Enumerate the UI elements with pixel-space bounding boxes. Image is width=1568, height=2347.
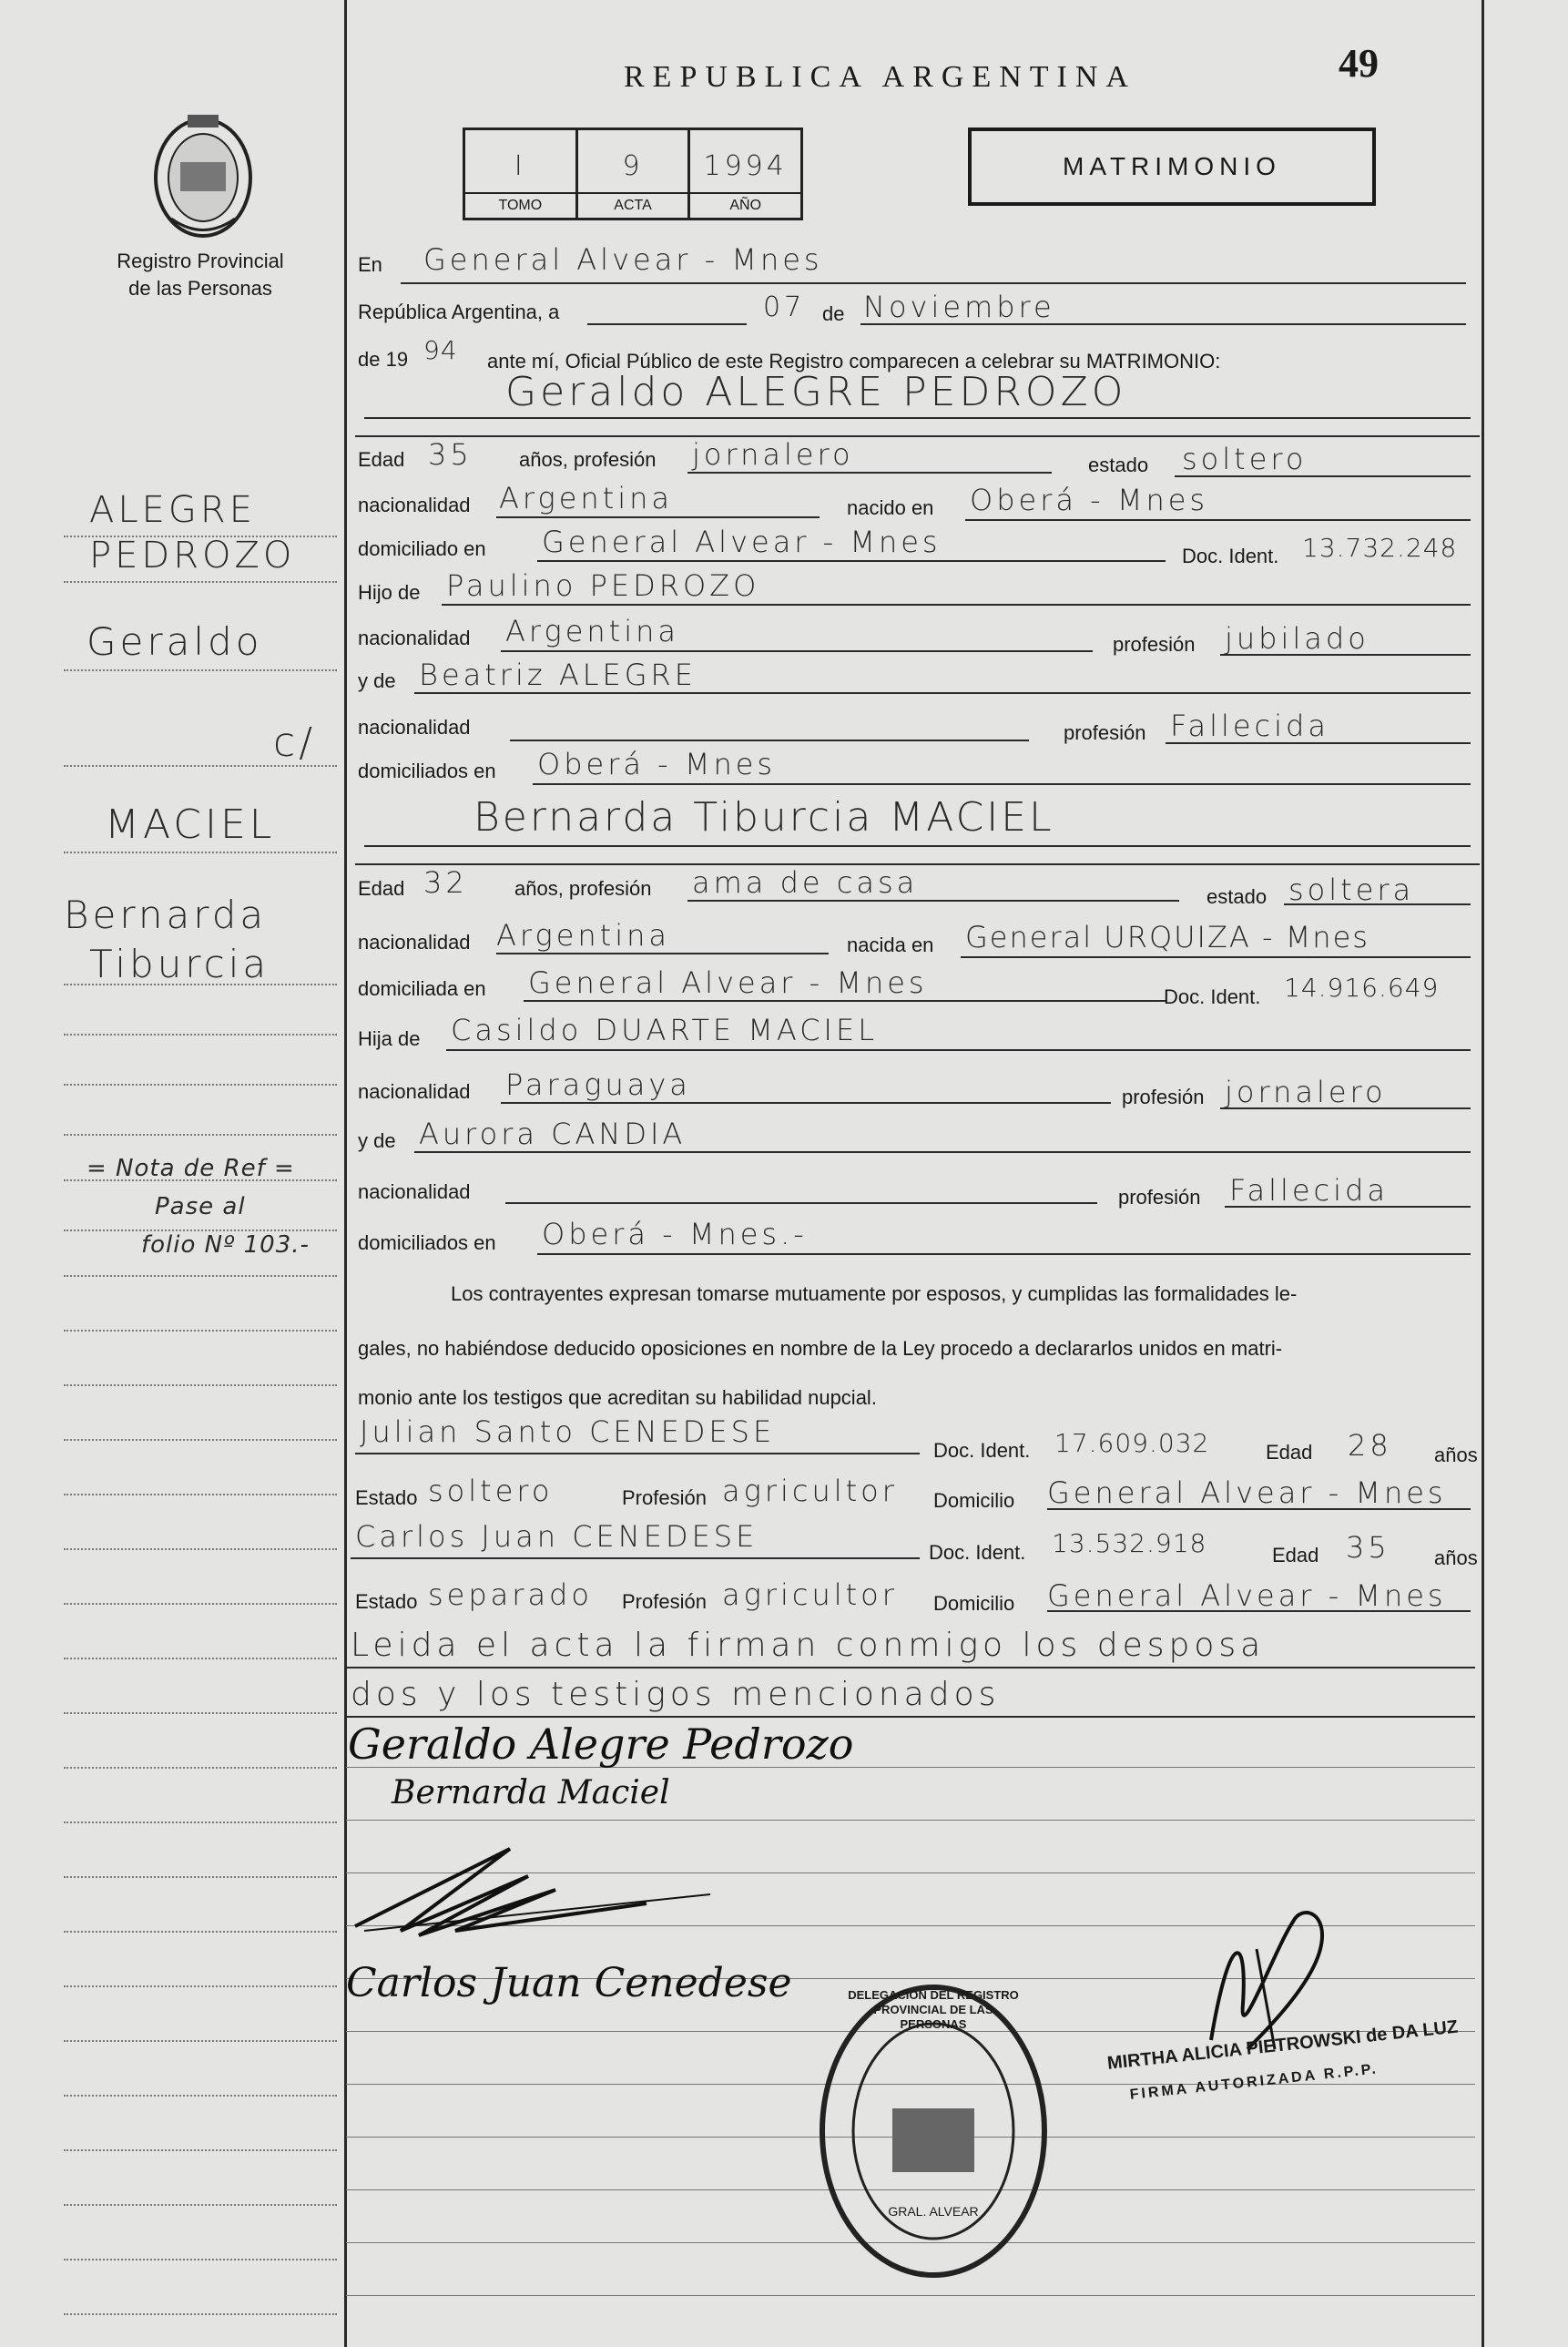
margin-note-2: Pase al <box>155 1193 246 1220</box>
witness2-estado: separado <box>428 1577 593 1612</box>
groom-profesion: jornalero <box>692 437 854 472</box>
groom-parents-dom: Oberá - Mnes <box>537 747 777 781</box>
bride-father-prof-label: profesión <box>1122 1086 1205 1108</box>
official-title: FIRMA AUTORIZADA R.P.P. <box>1129 2061 1380 2103</box>
bride-doc-label: Doc. Ident. <box>1164 985 1261 1008</box>
doc-type-box <box>968 128 1376 206</box>
bride-mother-label: y de <box>358 1129 396 1152</box>
acta-cell <box>578 130 691 218</box>
margin-given-2b: Tiburcia <box>89 942 270 986</box>
witness2-estado-label: Estado <box>355 1590 418 1613</box>
place-value: General Alvear - Mnes <box>423 242 823 277</box>
closing-line-1: Leida el acta la firman conmigo los desposa <box>351 1627 1266 1664</box>
witness2-prof-label: Profesión <box>622 1590 707 1613</box>
groom-name: Geraldo ALEGRE PEDROZO <box>505 369 1127 415</box>
ano-cell <box>690 130 800 218</box>
country-title: REPUBLICA ARGENTINA <box>624 60 1136 94</box>
witness2-dom-label: Domicilio <box>933 1592 1015 1615</box>
margin-given-2 <box>64 891 270 989</box>
bride-edad-label: Edad <box>358 877 405 900</box>
republica-label: República Argentina, a <box>358 301 560 323</box>
bride-profesion: ama de casa <box>692 865 919 900</box>
bride-father: Casildo DUARTE MACIEL <box>451 1013 879 1047</box>
bride-mother: Aurora CANDIA <box>419 1117 687 1151</box>
ano-label: AÑO <box>690 192 800 218</box>
margin-note-1: = Nota de Ref = <box>87 1155 295 1182</box>
margin-note-3: folio Nº 103.- <box>141 1231 310 1259</box>
margin-given-2a: Bernarda <box>64 893 268 937</box>
groom-dom-label: domiciliado en <box>358 537 486 560</box>
witness1-estado: soltero <box>428 1474 554 1508</box>
bride-estado-label: estado <box>1207 885 1268 908</box>
margin-surname-2: MACIEL <box>105 801 276 848</box>
groom-nac: Argentina <box>499 481 673 515</box>
de-label: de <box>822 302 845 325</box>
stamp-inner-text: GRAL. ALVEAR <box>888 2204 979 2219</box>
declaration-line-3: monio ante los testigos que acreditan su habilidad nupcial. <box>358 1386 877 1409</box>
groom-estado-label: estado <box>1088 454 1149 476</box>
groom-nac-label: nacionalidad <box>358 494 471 516</box>
ano-value: 1994 <box>703 150 788 182</box>
margin-given-1: Geraldo <box>87 619 263 664</box>
bride-nac-label: nacionalidad <box>358 931 471 954</box>
groom-parents-dom-label: domiciliados en <box>358 760 496 782</box>
official-name: MIRTHA ALICIA PIETROWSKI de DA LUZ <box>1106 2016 1460 2074</box>
groom-estado: soltero <box>1182 442 1308 476</box>
groom-mother-label: y de <box>358 669 396 692</box>
stamp-ring-text: DELEGACION DEL REGISTRO PROVINCIAL DE LAS PERSONAS <box>848 1988 1019 2031</box>
margin-surname-1 <box>89 487 295 578</box>
witness1-name: Julian Santo CENEDESE <box>360 1414 776 1449</box>
signature-witness2: Carlos Juan Cenedese <box>346 1960 792 2006</box>
bride-parents-dom: Oberá - Mnes.- <box>542 1217 808 1251</box>
margin-surname-1a: ALEGRE <box>89 489 256 531</box>
bride-dom: General Alvear - Mnes <box>528 965 928 1000</box>
witness1-estado-label: Estado <box>355 1486 418 1509</box>
groom-nacido: Oberá - Mnes <box>970 483 1209 517</box>
closing-line-2: dos y los testigos mencionados <box>351 1676 1001 1713</box>
groom-nacido-label: nacido en <box>847 496 934 519</box>
groom-doc: 13.732.248 <box>1302 533 1458 563</box>
witness1-dom-label: Domicilio <box>933 1489 1015 1512</box>
bride-estado: soltera <box>1288 872 1415 907</box>
declaration-line-2: gales, no habiéndose deducido oposiciones en nombre de la Ley procedo a declararlos unidos en matri- <box>358 1337 1283 1360</box>
groom-anos-prof-label: años, profesión <box>519 448 657 471</box>
witness2-domicilio: General Alvear - Mnes <box>1047 1578 1447 1613</box>
groom-mother-prof-label: profesión <box>1064 721 1146 744</box>
tomo-label: TOMO <box>465 192 575 218</box>
bride-father-nac: Paraguaya <box>505 1067 691 1102</box>
groom-father-nac-label: nacionalidad <box>358 627 471 649</box>
tomo-value: I <box>514 150 526 182</box>
bride-mother-nac-label: nacionalidad <box>358 1180 471 1203</box>
intro-text: ante mí, Oficial Público de este Registro comparecen a celebrar su MATRIMONIO: <box>487 350 1221 372</box>
declaration-line-1: Los contrayentes expresan tomarse mutuamente por esposos, y cumplidas las formalidades le- <box>451 1282 1298 1305</box>
bride-doc: 14.916.649 <box>1284 973 1440 1003</box>
bride-parents-dom-label: domiciliados en <box>358 1231 496 1254</box>
signature-witness1-scribble <box>346 1840 710 1940</box>
witness2-doc-label: Doc. Ident. <box>929 1541 1026 1564</box>
acta-value: 9 <box>622 150 644 182</box>
groom-mother-prof: Fallecida <box>1170 709 1329 743</box>
witness1-edad: 28 <box>1348 1428 1392 1463</box>
folio-number: 49 <box>1339 41 1379 86</box>
witness2-edad: 35 <box>1346 1530 1390 1565</box>
tomo-acta-box <box>463 128 803 220</box>
witness2-profesion: agricultor <box>722 1577 898 1612</box>
bride-father-nac-label: nacionalidad <box>358 1080 471 1103</box>
witness1-edad-label: Edad <box>1266 1441 1313 1464</box>
bride-nacida-label: nacida en <box>847 934 934 956</box>
margin-conj: c/ <box>273 719 317 766</box>
groom-mother: Beatriz ALEGRE <box>419 658 697 692</box>
groom-father-prof-label: profesión <box>1113 633 1196 656</box>
registry-stamp <box>815 1981 1052 2281</box>
witness1-prof-label: Profesión <box>622 1486 707 1509</box>
bride-dom-label: domiciliada en <box>358 977 486 1000</box>
signature-bride: Bernarda Maciel <box>392 1774 670 1811</box>
groom-mother-nac-label: nacionalidad <box>358 716 471 739</box>
margin-column <box>64 0 337 2347</box>
bride-name: Bernarda Tiburcia MACIEL <box>473 794 1054 841</box>
witness1-doc: 17.609.032 <box>1054 1428 1210 1458</box>
year-prefix: de 19 <box>358 348 409 371</box>
witness2-edad-label: Edad <box>1272 1544 1319 1566</box>
tomo-cell <box>465 130 578 218</box>
registry-line-2: de las Personas <box>128 277 272 300</box>
registry-line-1: Registro Provincial <box>117 250 284 272</box>
en-label: En <box>358 253 382 276</box>
witness1-domicilio: General Alvear - Mnes <box>1047 1475 1447 1510</box>
bride-mother-prof: Fallecida <box>1229 1173 1389 1208</box>
day-value: 07 <box>763 291 806 323</box>
witness2-name: Carlos Juan CENEDESE <box>355 1519 759 1554</box>
right-rule <box>1481 0 1484 2347</box>
witness2-anos-label: años <box>1434 1546 1478 1569</box>
groom-father-nac: Argentina <box>505 614 679 648</box>
margin-surname-1b: PEDROZO <box>89 535 296 577</box>
witness1-profesion: agricultor <box>722 1474 898 1508</box>
bride-father-label: Hija de <box>358 1027 421 1050</box>
groom-doc-label: Doc. Ident. <box>1182 545 1279 567</box>
groom-edad-label: Edad <box>358 448 405 471</box>
margin-note <box>87 1149 310 1264</box>
acta-label: ACTA <box>578 192 688 218</box>
witness2-doc: 13.532.918 <box>1052 1528 1207 1558</box>
doc-type: MATRIMONIO <box>1063 152 1281 180</box>
groom-father-label: Hijo de <box>358 581 421 604</box>
groom-father-prof: jubilado <box>1225 621 1369 656</box>
signature-groom: Geraldo Alegre Pedrozo <box>348 1719 854 1769</box>
month-value: Noviembre <box>863 290 1055 324</box>
bride-father-prof: jornalero <box>1225 1075 1387 1109</box>
witness1-doc-label: Doc. Ident. <box>933 1439 1031 1462</box>
provincial-seal-icon <box>144 109 262 246</box>
bride-nacida: General URQUIZA - Mnes <box>965 920 1369 954</box>
registry-name <box>73 248 328 302</box>
groom-dom: General Alvear - Mnes <box>542 525 942 559</box>
year-suffix: 94 <box>423 335 458 365</box>
bride-mother-prof-label: profesión <box>1118 1186 1201 1209</box>
bride-nac: Argentina <box>496 918 670 953</box>
groom-edad: 35 <box>428 437 473 472</box>
bride-anos-prof-label: años, profesión <box>514 877 652 900</box>
groom-father: Paulino PEDROZO <box>446 568 760 603</box>
witness1-anos-label: años <box>1434 1444 1478 1466</box>
bride-edad: 32 <box>423 865 468 900</box>
